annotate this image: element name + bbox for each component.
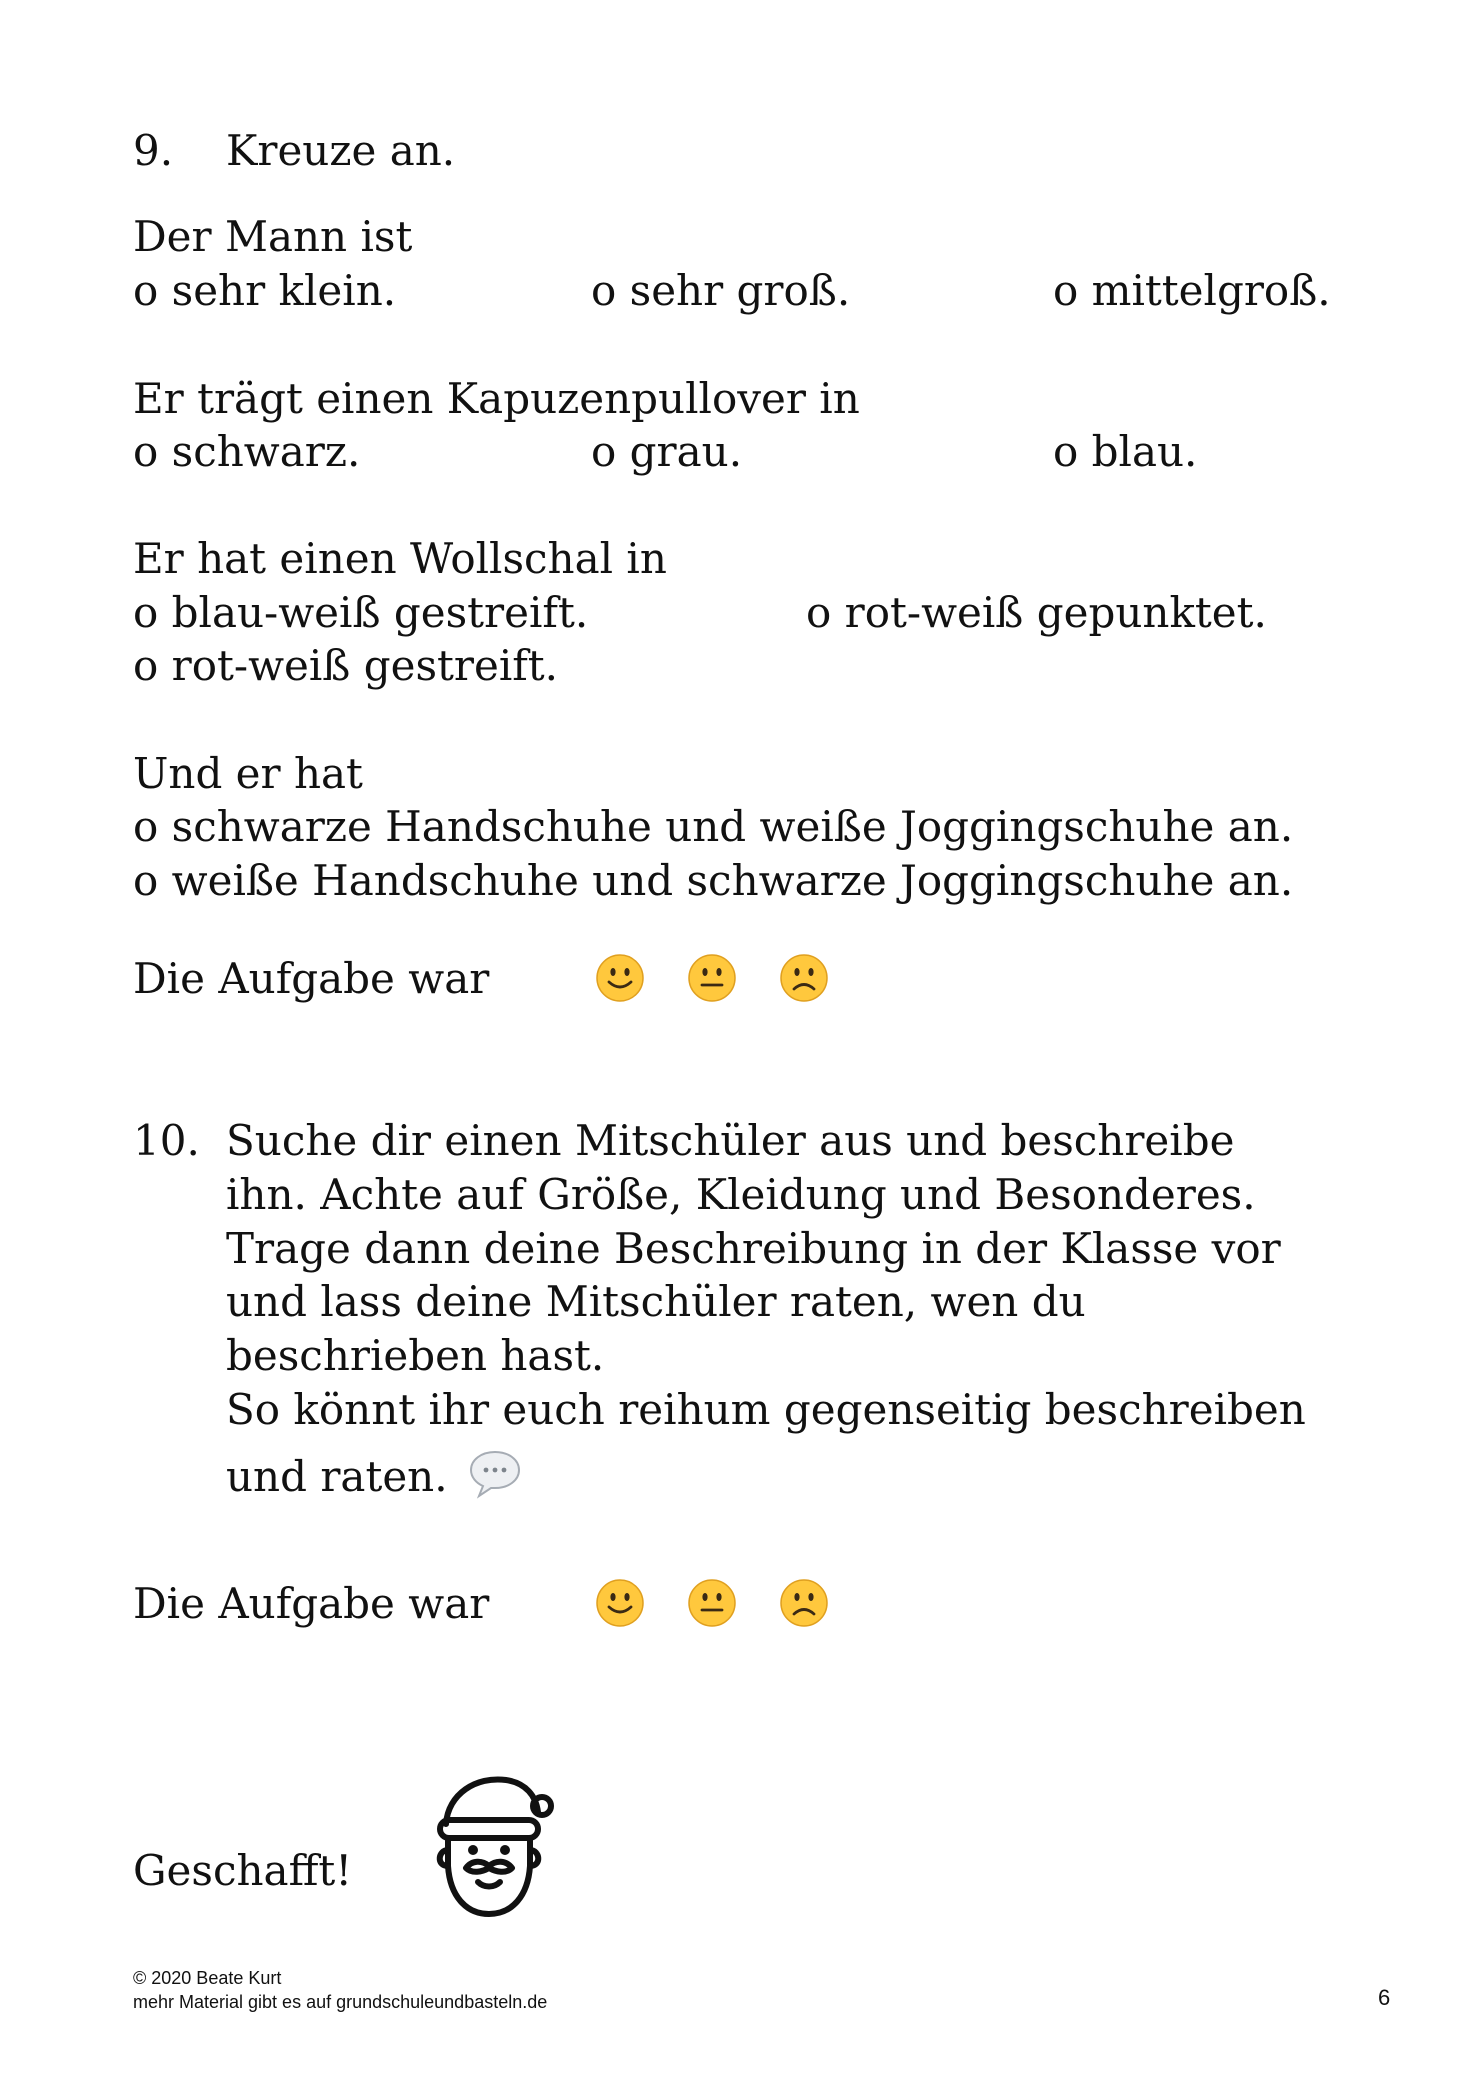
q2-prompt: Er trägt einen Kapuzenpullover in xyxy=(133,374,860,423)
page-number: 6 xyxy=(1378,1985,1391,2010)
santa-icon xyxy=(418,1766,568,1926)
q1-prompt: Der Mann ist xyxy=(133,212,413,261)
task10-line-7: und raten. xyxy=(226,1452,448,1501)
task10-line-5: beschrieben hast. xyxy=(226,1331,605,1380)
q1-option-3[interactable]: o mittelgroß. xyxy=(1053,266,1331,315)
happy-face-icon[interactable] xyxy=(595,953,645,1003)
q3-option-1[interactable]: o blau-weiß gestreift. xyxy=(133,588,589,637)
q2-option-3[interactable]: o blau. xyxy=(1053,427,1198,476)
task10-number: 10. xyxy=(133,1116,200,1165)
happy-face-icon[interactable] xyxy=(595,1578,645,1628)
q2-option-1[interactable]: o schwarz. xyxy=(133,427,361,476)
footer-copyright: © 2020 Beate Kurt xyxy=(133,1968,282,1988)
task10-line-4: und lass deine Mitschüler raten, wen du xyxy=(226,1277,1086,1326)
speech-bubble-icon xyxy=(467,1448,523,1500)
sad-face-icon[interactable] xyxy=(779,1578,829,1628)
task10-line-1: Suche dir einen Mitschüler aus und beschreibe xyxy=(226,1116,1235,1165)
q4-option-2[interactable]: o weiße Handschuhe und schwarze Joggingschuhe an. xyxy=(133,856,1294,905)
sad-face-icon[interactable] xyxy=(779,953,829,1003)
task9-title: Kreuze an. xyxy=(226,126,456,175)
q1-option-2[interactable]: o sehr groß. xyxy=(591,266,851,315)
task9-number: 9. xyxy=(133,126,174,175)
q4-prompt: Und er hat xyxy=(133,749,363,798)
q3-option-3[interactable]: o rot-weiß gestreift. xyxy=(133,641,559,690)
task10-line-6: So könnt ihr euch reihum gegenseitig beschreiben xyxy=(226,1385,1306,1434)
q2-option-2[interactable]: o grau. xyxy=(591,427,743,476)
neutral-face-icon[interactable] xyxy=(687,1578,737,1628)
q3-option-2[interactable]: o rot-weiß gepunktet. xyxy=(806,588,1267,637)
q4-option-1[interactable]: o schwarze Handschuhe und weiße Joggingschuhe an. xyxy=(133,802,1294,851)
finish-label: Geschafft! xyxy=(133,1846,353,1895)
q1-option-1[interactable]: o sehr klein. xyxy=(133,266,397,315)
task10-line-3: Trage dann deine Beschreibung in der Klasse vor xyxy=(226,1224,1281,1273)
task9-rating-label: Die Aufgabe war xyxy=(133,954,490,1003)
q3-prompt: Er hat einen Wollschal in xyxy=(133,534,667,583)
footer-website-note: mehr Material gibt es auf grundschuleundbasteln.de xyxy=(133,1992,548,2012)
task10-rating-label: Die Aufgabe war xyxy=(133,1579,490,1628)
task10-line-2: ihn. Achte auf Größe, Kleidung und Besonderes. xyxy=(226,1170,1256,1219)
neutral-face-icon[interactable] xyxy=(687,953,737,1003)
